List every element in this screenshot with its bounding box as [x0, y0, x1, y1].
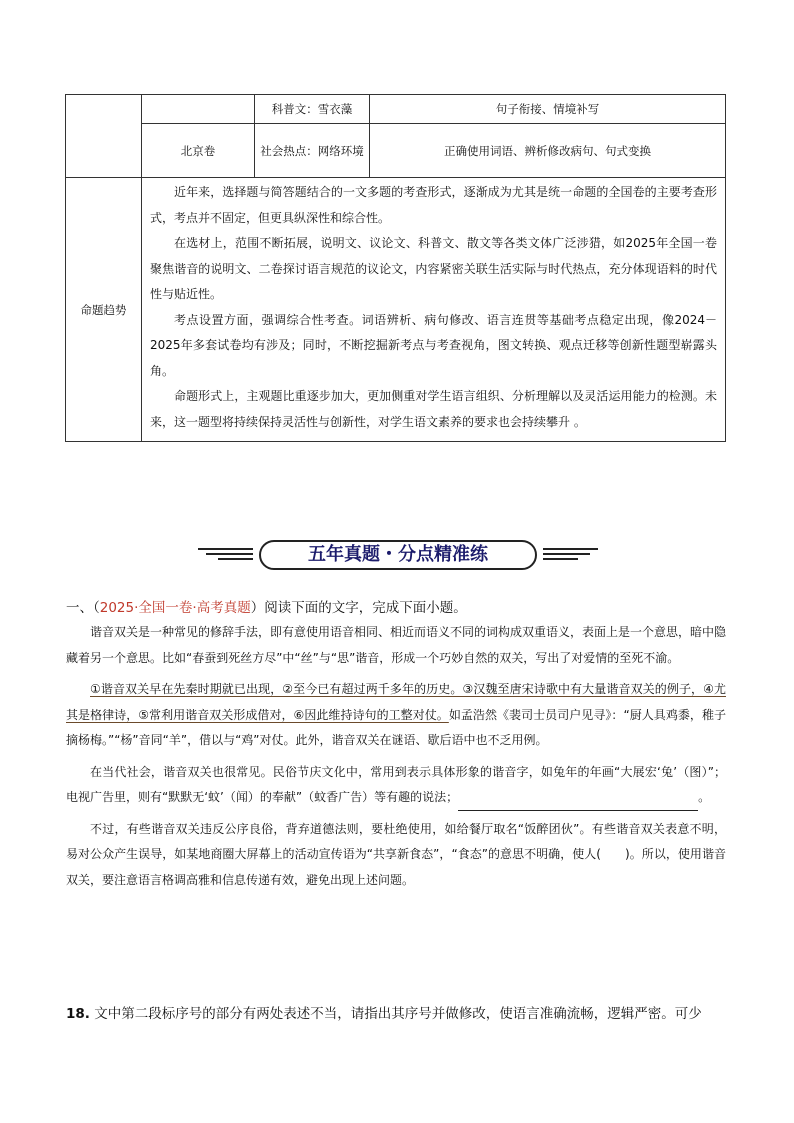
requirement-cell: 句子衔接、情境补写: [370, 95, 726, 124]
table-row: [66, 124, 726, 178]
topic-cell: 科普文：雪衣藻: [255, 95, 370, 124]
banner-decoration-left: [198, 548, 253, 562]
table-row: [66, 178, 726, 442]
trend-paragraph: 考点设置方面，强调综合性考查。词语辨析、病句修改、语言连贯等基础考点稳定出现，像2024－2025年多套试卷均有涉及；同时，不断挖掘新考点与考查视角，图文转换、观点迁移等创新性题型崭露头角。: [150, 312, 717, 378]
question-number: 18.: [66, 1006, 90, 1022]
reading-passage: [66, 620, 726, 893]
region-cell: 北京卷: [142, 124, 255, 178]
region-cell-empty: [142, 95, 255, 124]
exam-analysis-table: [65, 94, 726, 442]
passage-paragraph: [66, 677, 726, 754]
trend-label-cell: 命题趋势: [66, 178, 142, 442]
section-title: 五年真题・分点精准练: [259, 540, 537, 570]
banner-decoration-right: [543, 548, 598, 562]
passage-text: 在当代社会，谐音双关也很常见。民俗节庆文化中，常用到表示具体形象的谐音字，如兔年的年画“大展宏‘兔’（图）”；电视广告里，则有“默默无‘蚊’（闻）的奉献”（蚊香广告）等有趣的说法；: [66, 764, 726, 804]
trend-paragraph: 近年来，选择题与简答题结合的一文多题的考查形式，逐渐成为尤其是统一命题的全国卷的主要考查形式，考点并不固定，但更具纵深性和综合性。: [150, 185, 717, 225]
trend-content-cell: [142, 178, 726, 442]
question-18: [66, 1002, 736, 1022]
passage-text: 如孟浩然《裴司士员司户见寻》：“厨人具鸡黍，稚子摘杨梅。”“杨”音同“羊”，借以与“鸡”对仗。此外，谐音双关在谜语、歇后语中也不乏用例。: [66, 707, 726, 747]
passage-paragraph: 谐音双关是一种常见的修辞手法，即有意使用语音相同、相近而语义不同的词构成双重语义，表面上是一个意思，暗中隐藏着另一个意思。比如“春蚕到死丝方尽”中“丝”与“思”谐音，形成一个巧妙自然的双关，写出了对爱情的至死不渝。: [66, 625, 727, 665]
question-source: 2025·全国一卷·高考真题: [99, 600, 251, 616]
table-row: [66, 95, 726, 124]
requirement-cell: 正确使用词语、辨析修改病句、句式变换: [370, 124, 726, 178]
passage-paragraph: [66, 760, 726, 811]
topic-cell: 社会热点：网络环境: [255, 124, 370, 178]
trend-paragraph: 在选材上，范围不断拓展，说明文、议论文、科普文、散文等各类文体广泛涉猎，如2025年全国一卷聚焦谐音的说明文、二卷探讨语言规范的议论文，内容紧密关联生活实际与时代热点，充分体现语料的时代性与贴近性。: [150, 236, 717, 301]
section-banner: [198, 540, 598, 570]
question-prefix: 一、（: [66, 600, 100, 616]
passage-text: 。: [698, 790, 711, 804]
question-header: [66, 596, 467, 616]
question-instruction: ）阅读下面的文字，完成下面小题。: [250, 600, 467, 616]
trend-paragraph: 命题形式上，主观题比重逐步加大，更加侧重对学生语言组织、分析理解以及灵活运用能力的检测。未来，这一题型将持续保持灵活性与创新性，对学生语文素养的要求也会持续攀升 。: [150, 389, 717, 429]
fill-in-blank[interactable]: [458, 796, 698, 811]
passage-paragraph: 不过，有些谐音双关违反公序良俗，背弃道德法则，要杜绝使用，如给餐厅取名“饭醉团伙”。有些谐音双关表意不明，易对公众产生误导，如某地商圈大屏幕上的活动宣传语为“共享新食态”，“食态”的意思不明确，使人( )。所以，使用谐音双关，要注意语言格调高雅和信息传递有效，避免出现上述问题。: [66, 821, 726, 887]
underlined-sentences: ①谐音双关早在先秦时期就已出现，②至今已有超过两千多年的历史。③汉魏至唐宋诗歌中有大量谐音双关的例子，④尤其是格律诗，⑤常利用谐音双关形成借对，⑥因此维持诗句的工整对仗。: [66, 682, 726, 722]
question-text: 文中第二段标序号的部分有两处表述不当，请指出其序号并做修改，使语言准确流畅，逻辑严密。可少: [94, 1006, 702, 1022]
empty-label-cell: [66, 95, 142, 178]
